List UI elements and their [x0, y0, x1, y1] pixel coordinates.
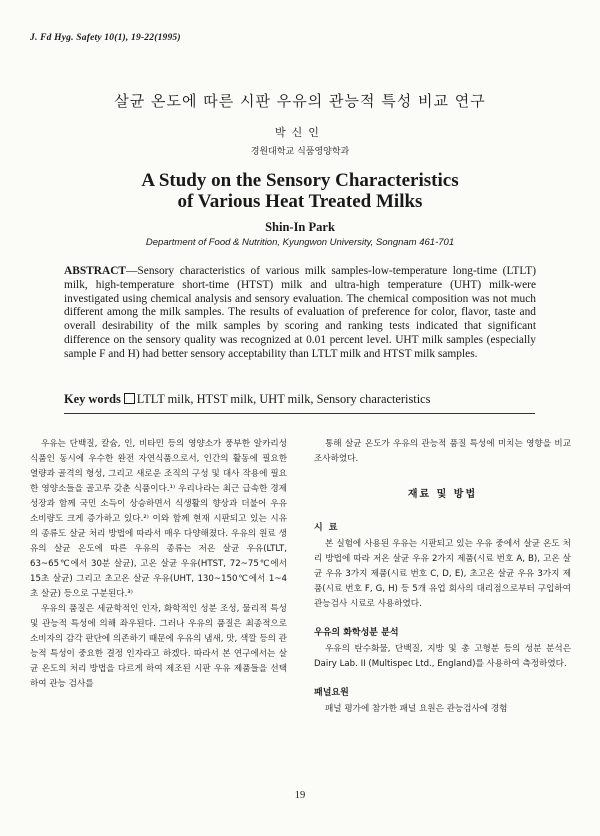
english-title-line-1: A Study on the Sensory Characteristics: [141, 170, 459, 191]
page-number: 19: [294, 790, 306, 801]
checkbox-square-icon: [124, 393, 135, 404]
samples-paragraph: 본 실험에 사용된 우유는 시판되고 있는 우유 중에서 살균 온도 처리 방법에 따라 저온 살균 우유 2가지 제품(시료 번호 A, B), 고온 살균 우유 3가지 제품(시료 번호 C, D, E), 초고온 살균 우유 3가지 제품(시료 번호 F, G, H) 등 5개 유업 회사의 대리점으로부터 구입하여 관능검사 시료로 사용하였다.: [314, 539, 571, 609]
body-right-column: [314, 437, 571, 717]
subheading-panel: 패널요원: [314, 688, 349, 698]
english-title-line-2: of Various Heat Treated Milks: [177, 191, 423, 212]
keywords: [64, 392, 430, 407]
abstract-dash: —: [126, 265, 138, 277]
korean-title: 살균 온도에 따른 시판 우유의 관능적 특성 비교 연구: [114, 92, 486, 110]
abstract-label: ABSTRACT: [64, 265, 127, 277]
abstract: [64, 265, 536, 362]
abstract-text: Sensory characteristics of various milk samples-low-temperature long-time (LTLT) milk, high-temperature short-time (HTST) milk and ultra-high temperature (UHT) milk-were investigated using chemical analysis and sensory evaluation. The chemical composition was not much different among the milk samples. The results of evaluation of preference for color, flavor, taste and overall desirability of the milk samples by scoring and ranking tests indicated that significant difference on the sensory quality was recognized at 0.01 percent level. UHT milk samples (especially sample F and H) had better sensory acceptability than LTLT milk and HTST milk samples.: [64, 265, 536, 360]
chemical-analysis-paragraph: 우유의 탄수화물, 단백질, 지방 및 총 고형분 등의 성분 분석은 Dairy Lab. II (Multispec Ltd., England)를 사용하여 측정하였다.: [314, 644, 571, 669]
subheading-chemical-analysis: 우유의 화학성분 분석: [314, 628, 399, 638]
journal-citation: J. Fd Hyg. Safety 10(1), 19-22(1995): [30, 33, 181, 43]
intro-paragraph-continued: 통해 살균 온도가 우유의 관능적 품질 특성에 미치는 영향을 비교 조사하였다.: [314, 439, 571, 464]
english-title: [0, 170, 600, 212]
keywords-label: Key words: [64, 392, 121, 406]
intro-paragraph-1: 우유는 단백질, 칼슘, 인, 비타민 등의 영양소가 풍부한 알카리성 식품인 동시에 우수한 완전 자연식품으로서, 인간의 활동에 필요한 열량과 골격의 형성, 그리고 새로운 조직의 구성 및 대사 작용에 필요한 영양소들을 골고루 갖춘 식품이다.¹⁾ 우리나라는 최근 급속한 경제 성장과 함께 국민 소득이 상승하면서 식생활의 향상과 더불어 우유 소비량도 크게 증가하고 있다.²⁾ 이와 함께 현재 시판되고 있는 시유의 종류도 살균 처리 방법에 따라서 매우 다양해졌다. 우유의 원료 생유의 살균 온도에 따른 우유의 종류는 저온 살균 우유(LTLT, 63~65℃에서 30분 살균), 고온 살균 우유(HTST, 72~75℃에서 15초 살균) 그리고 초고온 살균 우유(UHT, 130~150℃에서 1~4초 살균) 등으로 구분된다.³⁾: [30, 439, 287, 599]
section-heading-methods: 재료 및 방법: [407, 489, 478, 500]
keywords-rule: [116, 413, 535, 414]
korean-affiliation: 경원대학교 식품영양학과: [250, 147, 350, 157]
subheading-samples: 시료: [314, 523, 344, 533]
body-left-column: [30, 437, 287, 692]
keywords-rule-short: [64, 413, 116, 414]
english-author: Shin-In Park: [265, 220, 335, 234]
keywords-text: LTLT milk, HTST milk, UHT milk, Sensory characteristics: [136, 392, 431, 406]
intro-paragraph-2: 우유의 품질은 세균학적인 인자, 화학적인 성분 조성, 물리적 특성 및 관능적 특성에 의해 좌우된다. 그러나 우유의 품질은 최종적으로 소비자의 감각 판단에 의존하기 때문에 우유의 냄새, 맛, 색깔 등의 관능적 특성이 중요한 결정 인자라고 하겠다. 따라서 본 연구에서는 살균 온도의 처리 방법을 다르게 하여 제조된 시판 우유 제품들을 선택하여 관능 검사를: [30, 604, 287, 689]
panel-paragraph: 패널 평가에 참가한 패널 요원은 관능검사에 경험: [325, 704, 508, 714]
korean-author: 박신인: [275, 126, 325, 139]
english-affiliation: Department of Food & Nutrition, Kyungwon University, Songnam 461-701: [145, 237, 455, 248]
